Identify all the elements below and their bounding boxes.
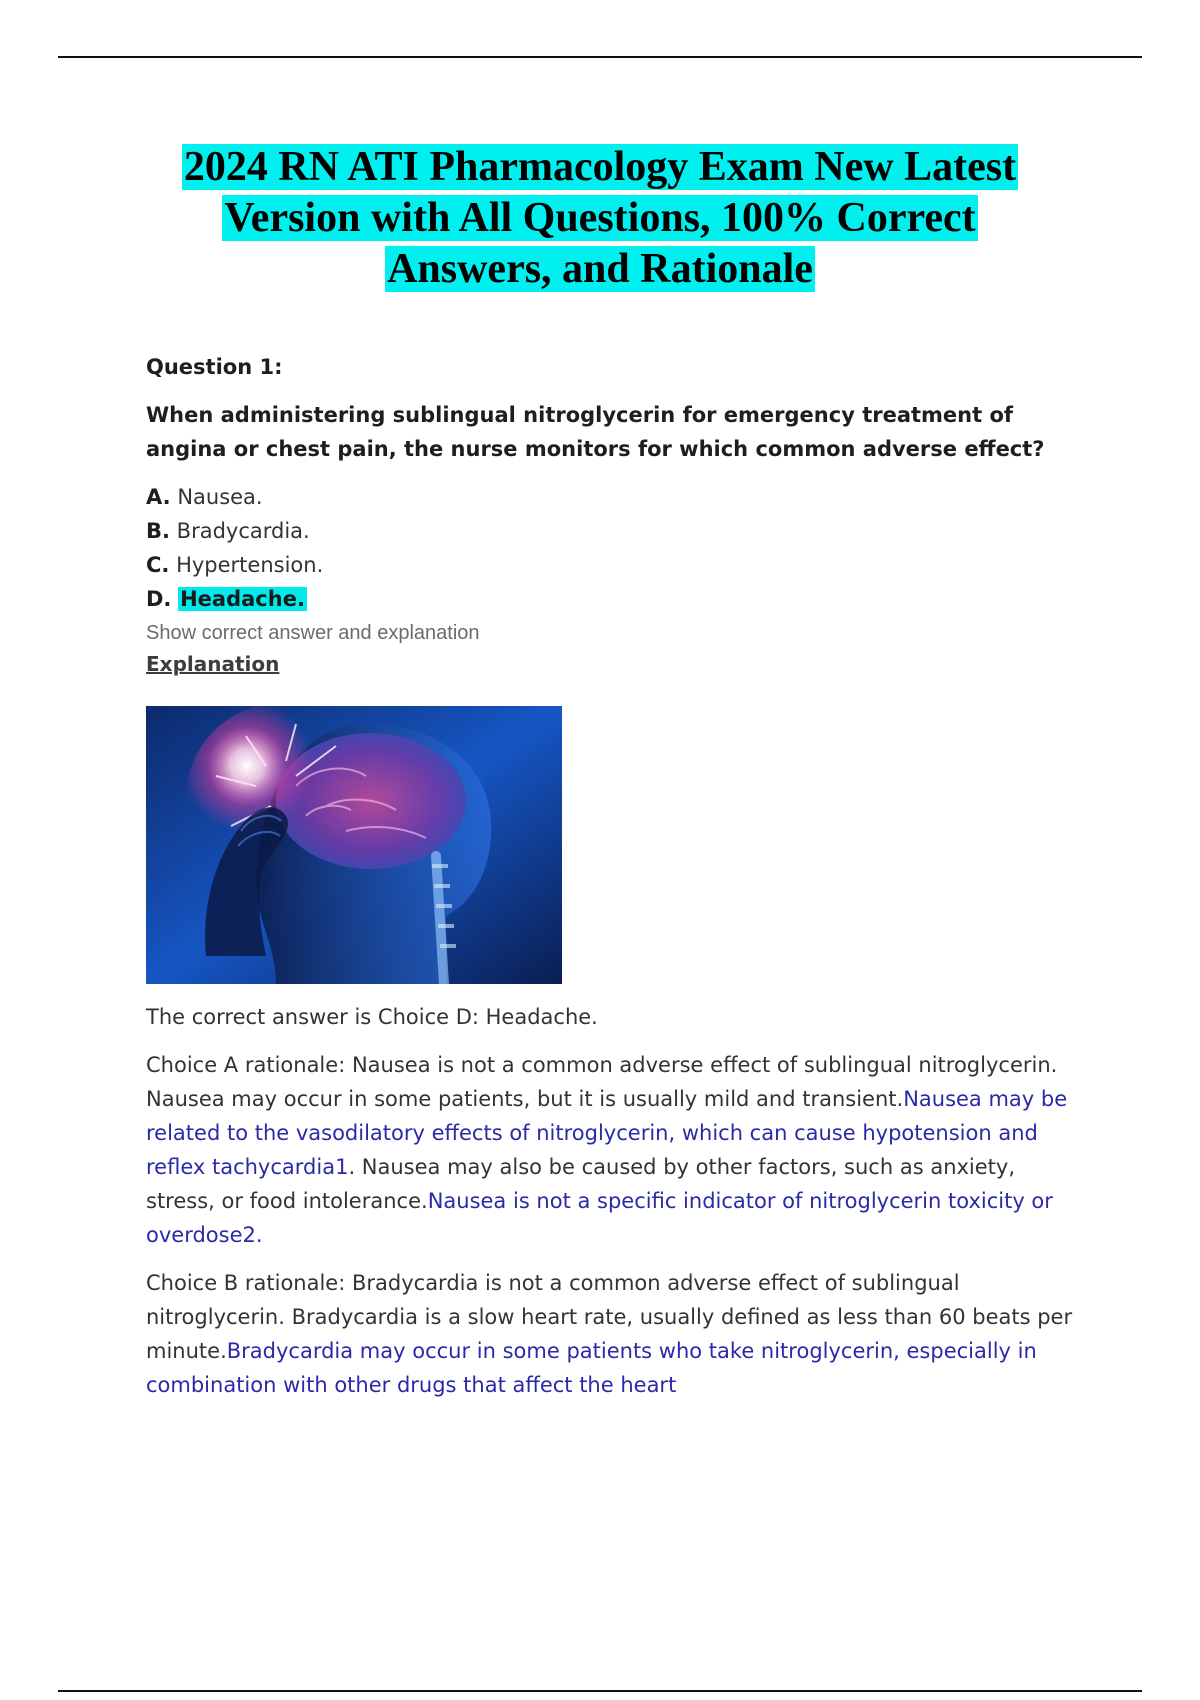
show-answer-link[interactable]: Show correct answer and explanation [146, 622, 480, 644]
title-line-2: Version with All Questions, 100% Correct [224, 195, 976, 241]
option-letter: B. [146, 519, 170, 543]
choice-a-rationale-text: Choice A rationale: Nausea is not a common adverse effect of sublingual nitroglycerin. Nausea may occur in some patients, but it is usually mild and transient. [146, 1053, 1058, 1111]
correct-answer-statement: The correct answer is Choice D: Headache. [146, 1005, 598, 1029]
choice-b-citation-link[interactable]: Bradycardia may occur in some patients who take nitroglycerin, especially in combination with other drugs that affect the heart [146, 1339, 1037, 1397]
option-c[interactable] [146, 548, 1086, 582]
option-letter: D. [146, 587, 172, 611]
correct-option-text: Headache. [180, 587, 305, 611]
option-letter: A. [146, 485, 171, 509]
document-title [120, 142, 1080, 295]
explanation-link[interactable]: Explanation [146, 652, 280, 676]
title-line-1: 2024 RN ATI Pharmacology Exam New Latest [183, 144, 1017, 190]
option-a[interactable] [146, 480, 1086, 514]
option-letter: C. [146, 553, 170, 577]
choice-a-citation-link-2[interactable]: Nausea is not a specific indicator of nitroglycerin toxicity or overdose2. [146, 1189, 1053, 1247]
option-d[interactable] [146, 582, 1086, 616]
question-label: Question 1: [146, 355, 283, 379]
choice-a-rationale [146, 1048, 1086, 1252]
bottom-rule [58, 1690, 1142, 1692]
choice-a-citation-link-1[interactable]: Nausea may be related to the vasodilatory effects of nitroglycerin, which can cause hypotension and reflex tachycardia1 [146, 1087, 1068, 1179]
title-line-3: Answers, and Rationale [387, 246, 813, 292]
choice-a-rationale-text-2: . Nausea may also be caused by other factors, such as anxiety, stress, or food intolerance. [146, 1155, 1016, 1213]
answer-options [146, 480, 1086, 616]
option-text: Bradycardia. [176, 519, 310, 543]
option-text: Hypertension. [176, 553, 324, 577]
question-content [146, 350, 1086, 1416]
question-text: When administering sublingual nitroglycerin for emergency treatment of angina or chest pain, the nurse monitors for which common adverse effect? [146, 403, 1045, 461]
top-rule [58, 56, 1142, 58]
headache-brain-illustration [146, 706, 562, 984]
option-b[interactable] [146, 514, 1086, 548]
choice-b-rationale-text: Choice B rationale: Bradycardia is not a common adverse effect of sublingual nitroglycerin. Bradycardia is a slow heart rate, usually defined as less than 60 beats per minute. [146, 1271, 1073, 1363]
choice-b-rationale [146, 1266, 1086, 1402]
option-text: Nausea. [177, 485, 263, 509]
